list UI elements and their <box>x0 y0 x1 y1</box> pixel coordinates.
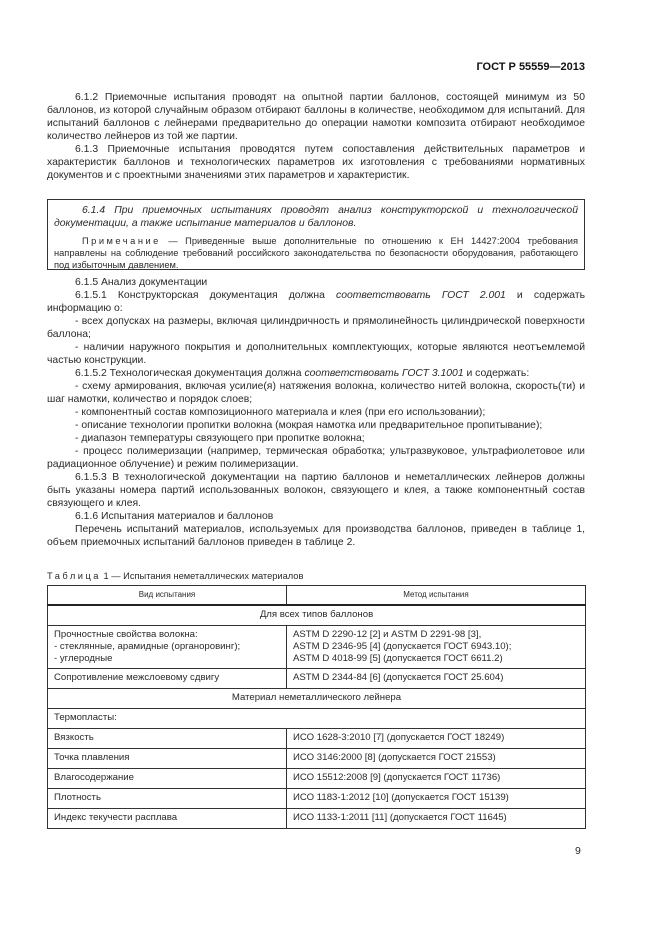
list-item: - схему армирования, включая усилие(я) натяжения волокна, количество нитей волокна, скорость(ти) и шаг намотки, количество и порядок слоев; <box>47 381 585 405</box>
text: 6.1.5.1 Конструкторская документация должна <box>75 290 336 301</box>
section-title: Материал неметаллического лейнера <box>48 688 586 708</box>
list-item: - наличии наружного покрытия и дополнительных комплектующих, которые являются неотъемлемой частью конструкции. <box>47 342 585 366</box>
paragraph-6-1-6: Перечень испытаний материалов, используемых для производства баллонов, приведен в таблице 1, объем приемочных испытаний баллонов приведен в таблице 2. <box>47 524 585 548</box>
table-row <box>48 788 586 808</box>
section-6-1-5 <box>47 276 585 549</box>
text: и содержать информацию о: <box>47 290 585 314</box>
paragraph-6-1-2: 6.1.2 Приемочные испытания проводят на опытной партии баллонов, состоящей минимум из 50 баллонов, из которой случайным образом отбирают баллоны в количестве, необходимом для испытаний. Для испытаний баллонов с лейнерами предварительно до операции намотки композита отбирают необходимое количество лейнеров из той же партии. <box>47 92 585 142</box>
table-row <box>48 808 586 828</box>
section-paragraphs-top <box>47 91 585 182</box>
test-type: Сопротивление межслоевому сдвигу <box>48 668 287 688</box>
table-row <box>48 748 586 768</box>
document-code: ГОСТ Р 55559—2013 <box>476 61 585 73</box>
text: и содержать: <box>463 368 530 379</box>
paragraph-6-1-3: 6.1.3 Приемочные испытания проводятся путем сопоставления действительных параметров и характеристик баллонов и технологических параметров их изготовления с требованиями нормативных документов и с проектными значениями этих параметров и характеристик. <box>47 144 585 181</box>
table-row <box>48 768 586 788</box>
framed-insertion <box>47 199 585 270</box>
line: ASTM D 4018-99 [5] (допускается ГОСТ 6611.2) <box>293 652 503 664</box>
caption-text: 1 — Испытания неметаллических материалов <box>100 571 304 581</box>
list-item: - процесс полимеризации (например, термическая обработка; ультразвуковое, ультрафиолетовое или радиационное облучение) и режим полимеризации. <box>47 446 585 470</box>
line: ASTM D 2290-12 [2] и ASTM D 2291-98 [3], <box>293 628 482 640</box>
note-label: Примечание <box>82 236 161 246</box>
reference: соответствовать ГОСТ 2.001 <box>336 290 506 301</box>
caption-label: Таблица <box>47 571 101 581</box>
table-subsection-row <box>48 708 586 728</box>
heading-6-1-5: 6.1.5 Анализ документации <box>75 277 208 288</box>
test-method: ИСО 1133-1:2011 [11] (допускается ГОСТ 11645) <box>287 808 586 828</box>
line: - углеродные <box>54 652 113 664</box>
test-type: Плотность <box>48 788 287 808</box>
list-item: - описание технологии пропитки волокна (мокрая намотка или предварительное пропитывание); <box>75 420 543 431</box>
note-text: — Приведенные выше дополнительные по отношению к ЕН 14427:2004 требования направлены на соблюдение требований российского законодательства по безопасности оборудования, работающего под избыточным давлением. <box>54 236 578 270</box>
list-item: - компонентный состав композиционного материала и клея (при его использовании); <box>75 407 486 418</box>
line: - стеклянные, арамидные (органоровинг); <box>54 640 241 652</box>
materials-test-table <box>47 585 586 829</box>
paragraph-6-1-4: 6.1.4 При приемочных испытаниях проводят анализ конструкторской и технологической документации, а также испытание материалов и баллонов. <box>54 205 578 229</box>
test-method: ИСО 3146:2000 [8] (допускается ГОСТ 21553) <box>287 748 586 768</box>
list-item: - диапазон температуры связующего при пропитке волокна; <box>75 433 365 444</box>
page-number: 9 <box>575 845 581 857</box>
note <box>54 235 578 271</box>
paragraph-6-1-5-2 <box>47 367 585 380</box>
table-header-row <box>48 586 586 606</box>
reference: соответствовать ГОСТ 3.1001 <box>304 368 464 379</box>
test-method: ИСО 15512:2008 [9] (допускается ГОСТ 11736) <box>287 768 586 788</box>
table-section-row <box>48 605 586 625</box>
paragraph-6-1-5-1 <box>47 289 585 315</box>
test-type: Влагосодержание <box>48 768 287 788</box>
heading-6-1-6: 6.1.6 Испытания материалов и баллонов <box>75 511 274 522</box>
column-header: Вид испытания <box>48 586 287 606</box>
table-caption <box>47 570 303 583</box>
test-method: ИСО 1183-1:2012 [10] (допускается ГОСТ 15139) <box>287 788 586 808</box>
section-title: Для всех типов баллонов <box>48 605 586 625</box>
test-type <box>48 625 287 668</box>
test-method <box>287 625 586 668</box>
table-row <box>48 668 586 688</box>
table-row <box>48 728 586 748</box>
test-method: ИСО 1628-3:2010 [7] (допускается ГОСТ 18249) <box>287 728 586 748</box>
paragraph-6-1-5-3: 6.1.5.3 В технологической документации на партию баллонов и неметаллических лейнеров должны быть указаны номера партий использованных волокон, связующего и клея, а также компонентный состав связующего и клея. <box>47 472 585 509</box>
column-header: Метод испытания <box>287 586 586 606</box>
test-type: Индекс текучести расплава <box>48 808 287 828</box>
line: Прочностные свойства волокна: <box>54 628 198 640</box>
test-method: ASTM D 2344-84 [6] (допускается ГОСТ 25.604) <box>287 668 586 688</box>
test-type: Вязкость <box>48 728 287 748</box>
text: 6.1.5.2 Технологическая документация должна <box>75 368 305 379</box>
list-item: - всех допусках на размеры, включая цилиндричность и прямолинейность цилиндрической поверхности баллона; <box>47 316 585 340</box>
table-row <box>48 625 586 668</box>
table-section-row <box>48 688 586 708</box>
subsection-title: Термопласты: <box>48 708 586 728</box>
test-type: Точка плавления <box>48 748 287 768</box>
line: ASTM D 2346-95 [4] (допускается ГОСТ 6943.10); <box>293 640 512 652</box>
